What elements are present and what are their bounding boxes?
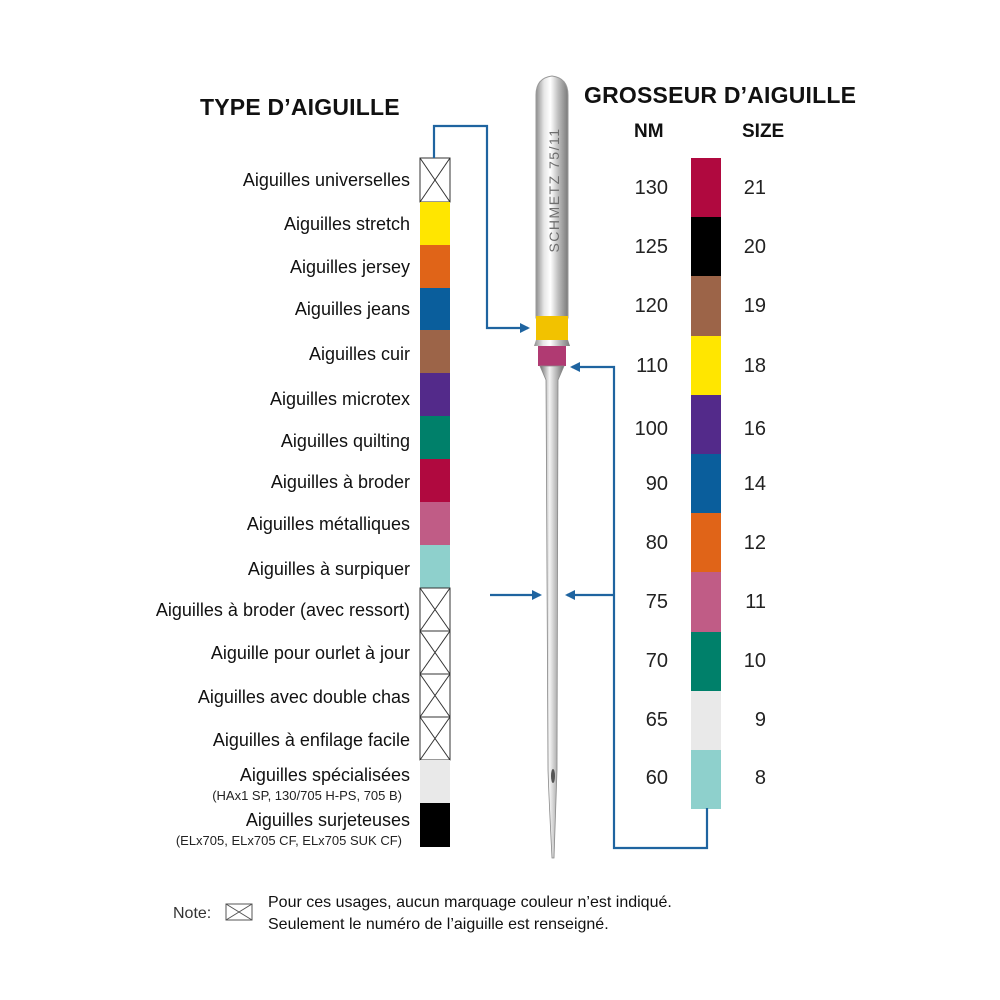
nm-value: 75: [645, 591, 668, 613]
note-line-2: Seulement le numéro de l’aiguille est renseigné.: [268, 916, 609, 933]
size-swatch: [691, 217, 721, 276]
type-swatch: [420, 631, 450, 674]
type-swatch: [420, 288, 450, 330]
note-line-1: Pour ces usages, aucun marquage couleur n’est indiqué.: [268, 894, 672, 911]
nm-value: 80: [645, 532, 668, 554]
size-swatch: [691, 276, 721, 336]
nm-value: 110: [636, 355, 668, 377]
size-swatch: [691, 158, 721, 217]
type-label-universelles: Aiguilles universelles: [242, 170, 410, 190]
type-label-enfilage-facile: Aiguilles à enfilage facile: [212, 730, 410, 750]
type-label-surpiquer: Aiguilles à surpiquer: [247, 559, 410, 579]
type-swatch: [420, 459, 450, 502]
nm-column-header: NM: [634, 121, 664, 142]
type-swatch-column: [420, 158, 450, 847]
type-swatch: [420, 158, 450, 202]
nm-value: 120: [634, 295, 668, 317]
size-value: 19: [743, 295, 766, 317]
type-swatch: [420, 330, 450, 373]
size-value: 20: [743, 236, 766, 258]
type-label-broder-ressort: Aiguilles à broder (avec ressort): [155, 600, 410, 620]
size-swatch: [691, 336, 721, 395]
type-swatch: [420, 502, 450, 545]
note-label: Note:: [173, 905, 212, 922]
type-label-stretch: Aiguilles stretch: [283, 214, 410, 234]
size-swatch: [691, 513, 721, 572]
size-swatch: [691, 750, 721, 809]
size-value: 10: [743, 650, 766, 672]
type-label-double-chas: Aiguilles avec double chas: [197, 687, 410, 707]
size-value: 12: [743, 532, 766, 554]
needle-eye: [551, 769, 555, 783]
nm-value: 70: [645, 650, 668, 672]
nm-value: 60: [645, 767, 668, 789]
type-swatch: [420, 803, 450, 847]
size-swatch: [691, 454, 721, 513]
connector-lines: [434, 126, 707, 848]
type-label-specialisees: Aiguilles spécialisées: [239, 765, 410, 785]
size-value: 11: [745, 591, 766, 613]
nm-value: 130: [634, 177, 668, 199]
size-swatch: [691, 691, 721, 750]
type-label-jersey: Aiguilles jersey: [289, 257, 410, 277]
type-sublabel-specialisees: (HAx1 SP, 130/705 H-PS, 705 B): [212, 788, 402, 803]
size-value: 9: [754, 709, 766, 731]
type-swatch: [420, 588, 450, 631]
nm-value: 90: [645, 473, 668, 495]
type-swatch: [420, 545, 450, 588]
size-swatch-column: [691, 158, 721, 809]
size-swatch: [691, 632, 721, 691]
needle-type-band: [536, 316, 568, 340]
type-heading: TYPE D’AIGUILLE: [200, 94, 400, 120]
type-swatch: [420, 245, 450, 288]
size-heading: GROSSEUR D’AIGUILLE: [584, 82, 857, 108]
size-connector-arrow: [572, 367, 707, 848]
size-value: 8: [754, 767, 766, 789]
needle-brand-text: SCHMETZ 75/11: [546, 127, 562, 253]
no-color-marking-icon: [226, 904, 252, 920]
type-label-cuir: Aiguilles cuir: [308, 344, 410, 364]
type-swatch: [420, 760, 450, 803]
type-label-surjeteuses: Aiguilles surjeteuses: [245, 810, 410, 830]
needle-blade: [540, 366, 564, 858]
size-value: 14: [743, 473, 766, 495]
type-swatch: [420, 373, 450, 416]
type-swatch: [420, 202, 450, 245]
type-swatch: [420, 674, 450, 717]
size-column-header: SIZE: [742, 121, 785, 142]
size-value: 16: [743, 418, 766, 440]
type-label-broder: Aiguilles à broder: [270, 472, 410, 492]
nm-value: 65: [645, 709, 668, 731]
nm-value: 125: [634, 236, 668, 258]
type-sublabel-surjeteuses: (ELx705, ELx705 CF, ELx705 SUK CF): [175, 833, 402, 848]
type-label-jeans: Aiguilles jeans: [294, 299, 410, 319]
type-label-metalliques: Aiguilles métalliques: [246, 514, 410, 534]
size-swatch: [691, 572, 721, 632]
size-swatch: [691, 395, 721, 454]
type-swatch: [420, 416, 450, 459]
size-value: 18: [743, 355, 766, 377]
type-swatch: [420, 717, 450, 760]
type-label-ourlet-jour: Aiguille pour ourlet à jour: [210, 643, 410, 663]
needle-taper: [534, 340, 570, 346]
nm-value: 100: [634, 418, 668, 440]
type-label-microtex: Aiguilles microtex: [269, 389, 410, 409]
needle-size-band: [538, 346, 566, 366]
type-label-quilting: Aiguilles quilting: [280, 431, 410, 451]
size-value: 21: [743, 177, 766, 199]
